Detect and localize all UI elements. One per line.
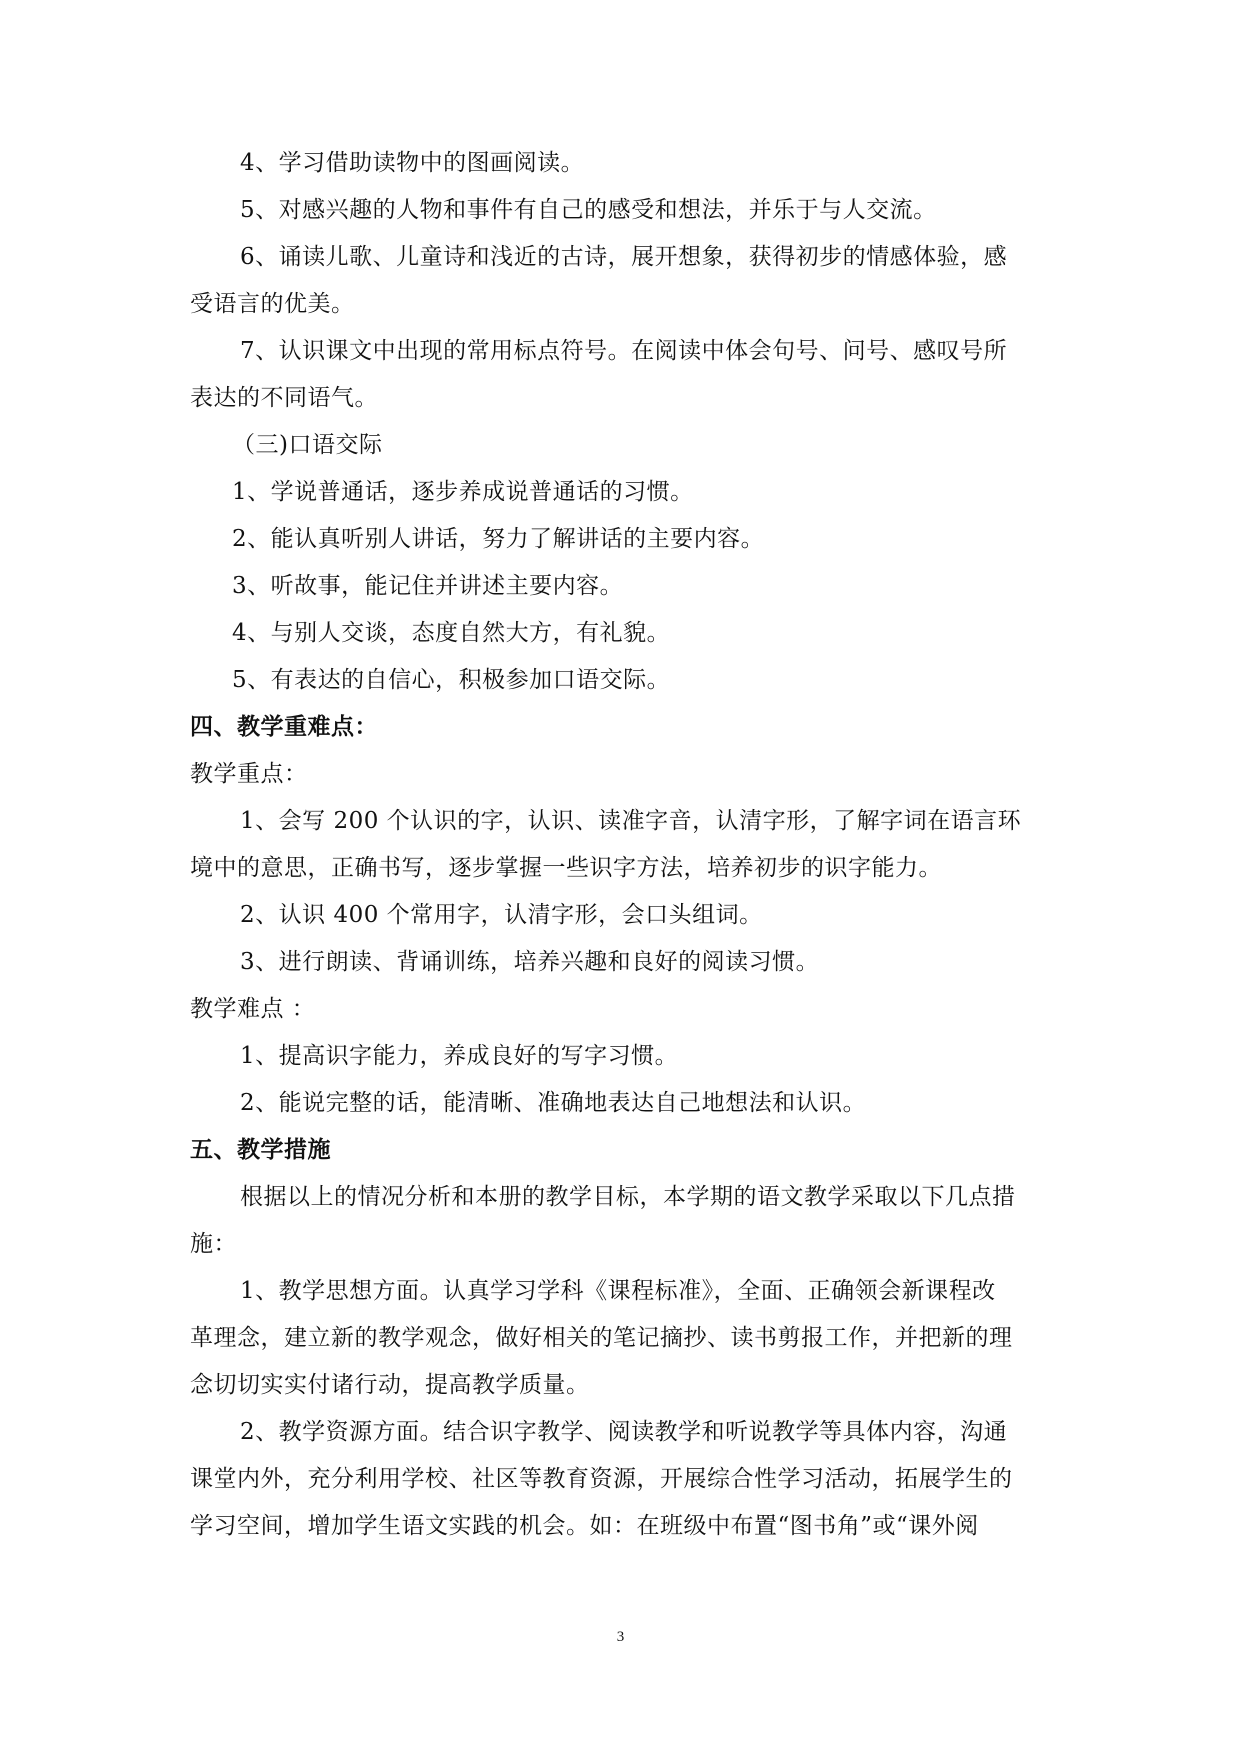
text-line: 4、学习借助读物中的图画阅读。 <box>240 150 585 176</box>
text-line: 教学难点 ： <box>190 996 316 1022</box>
text-line: 5、有表达的自信心，积极参加口语交际。 <box>232 667 671 693</box>
subsection-heading: （三)口语交际 <box>232 432 383 458</box>
text-line: 2、教学资源方面。结合识字教学、阅读教学和听说教学等具体内容，沟通 <box>240 1419 1008 1445</box>
text-line: 革理念，建立新的教学观念，做好相关的笔记摘抄、读书剪报工作，并把新的理 <box>190 1325 1013 1351</box>
text-line: 1、教学思想方面。认真学习学科《课程标准》，全面、正确领会新课程改 <box>240 1278 996 1304</box>
text-line: 1、会写 200 个认识的字，认识、读准字音，认清字形，了解字词在语言环 <box>240 808 1022 834</box>
section-heading: 四、教学重难点： <box>190 713 378 740</box>
text-line: 教学重点： <box>190 761 308 787</box>
text-line: 境中的意思，正确书写，逐步掌握一些识字方法，培养初步的识字能力。 <box>190 855 942 881</box>
text-line: 2、能说完整的话，能清晰、准确地表达自己地想法和认识。 <box>240 1090 867 1116</box>
text-line: 1、提高识字能力，养成良好的写字习惯。 <box>240 1043 679 1069</box>
text-line: 受语言的优美。 <box>190 291 355 317</box>
page-number: 3 <box>616 1629 625 1645</box>
text-line: 念切切实实付诸行动，提高教学质量。 <box>190 1372 590 1398</box>
text-line: 施： <box>190 1231 237 1257</box>
text-line: 5、对感兴趣的人物和事件有自己的感受和想法，并乐于与人交流。 <box>240 197 937 223</box>
text-line: 6、诵读儿歌、儿童诗和浅近的古诗，展开想象，获得初步的情感体验，感 <box>240 244 1008 270</box>
text-line: 学习空间，增加学生语文实践的机会。如：在班级中布置“图书角”或“课外阅 <box>190 1513 979 1539</box>
text-line: 1、学说普通话，逐步养成说普通话的习惯。 <box>232 479 694 505</box>
text-line: 3、听故事，能记住并讲述主要内容。 <box>232 573 624 599</box>
text-line: 表达的不同语气。 <box>190 385 378 411</box>
text-line: 2、认识 400 个常用字，认清字形，会口头组词。 <box>240 902 763 928</box>
text-line: 课堂内外，充分利用学校、社区等教育资源，开展综合性学习活动，拓展学生的 <box>190 1466 1013 1492</box>
text-line: 3、进行朗读、背诵训练，培养兴趣和良好的阅读习惯。 <box>240 949 820 975</box>
text-line: 4、与别人交谈，态度自然大方，有礼貌。 <box>232 620 671 646</box>
section-heading: 五、教学措施 <box>190 1136 331 1163</box>
text-line: 根据以上的情况分析和本册的教学目标，本学期的语文教学采取以下几点措 <box>240 1184 1016 1210</box>
text-line: 2、能认真听别人讲话，努力了解讲话的主要内容。 <box>232 526 765 552</box>
text-line: 7、认识课文中出现的常用标点符号。在阅读中体会句号、问号、感叹号所 <box>240 338 1008 364</box>
